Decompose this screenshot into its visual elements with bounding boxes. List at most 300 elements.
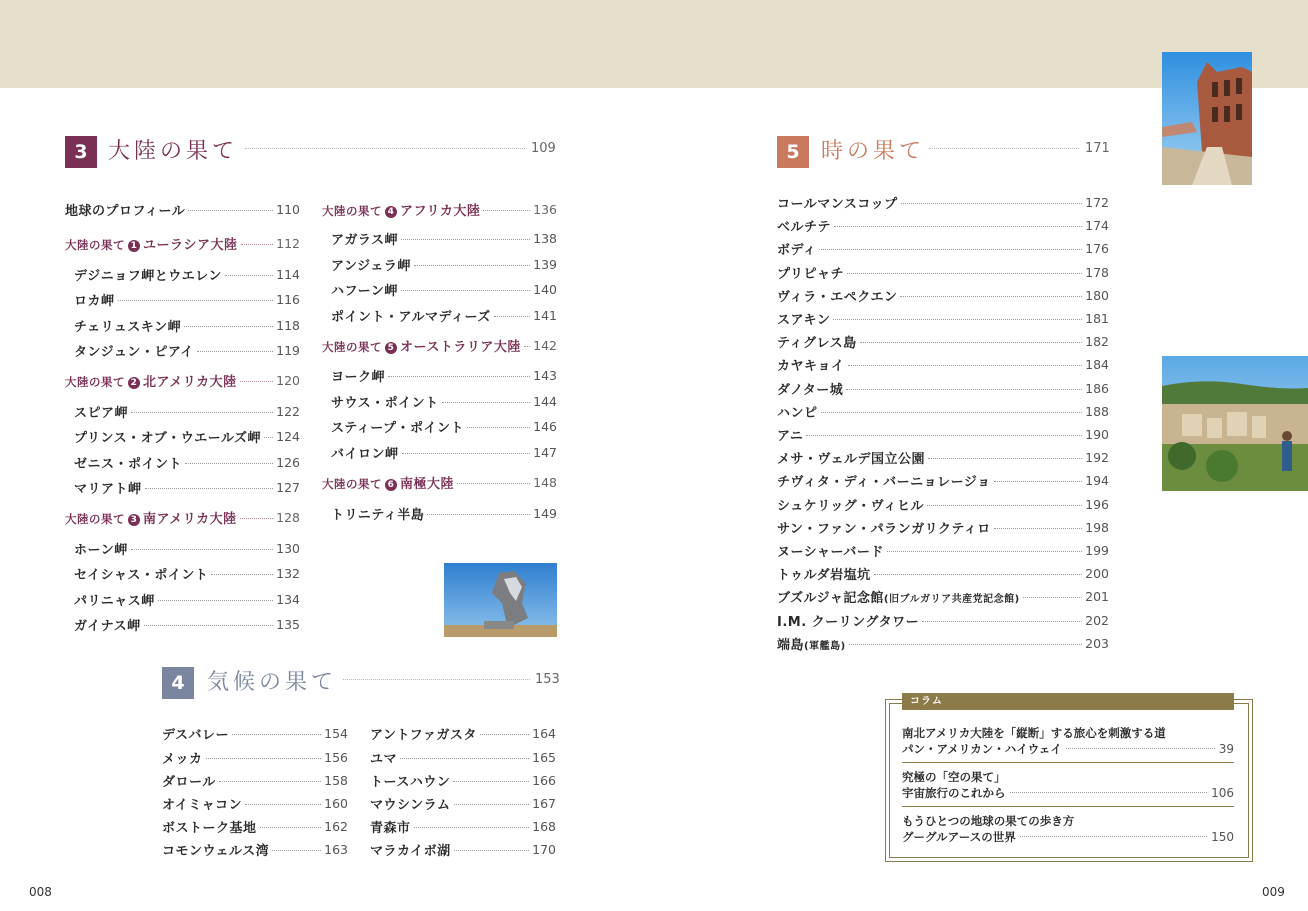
entry-page: 135 (276, 616, 300, 632)
leader-dots (225, 275, 273, 276)
entry-title: セイシャス・ポイント (74, 567, 209, 583)
leader-dots (188, 210, 273, 211)
subsection-number-badge: 4 (385, 206, 397, 218)
column-entry-1-line1: 南北アメリカ大陸を「縦断」する旅心を刺激する道 (902, 726, 1166, 740)
toc-entry-label (777, 587, 1020, 606)
column-entry-1[interactable] (902, 726, 1234, 756)
toc-entry-label (777, 634, 846, 653)
column-separator (902, 806, 1234, 807)
leader-dots (260, 827, 322, 828)
toc-entry-label (322, 200, 480, 219)
toc-entry-label (331, 255, 411, 274)
toc-entry[interactable] (74, 340, 300, 360)
section-5-page: 171 (1085, 141, 1110, 156)
subsection-prefix: 大陸の果て (65, 511, 125, 526)
subsection-prefix: 大陸の果て (65, 237, 125, 252)
column-entry-1-page: 39 (1218, 741, 1234, 756)
toc-entry[interactable] (65, 507, 300, 527)
toc-entry-label (777, 611, 919, 630)
toc-entry-label (74, 615, 141, 634)
toc-entry[interactable] (162, 839, 348, 859)
entry-page: 141 (533, 307, 557, 323)
toc-entry-label (777, 402, 818, 421)
entry-title: 地球のプロフィール (65, 203, 186, 219)
leader-dots (848, 365, 1083, 366)
toc-entry[interactable] (370, 839, 556, 859)
toc-entry[interactable] (162, 793, 348, 813)
section-4-page: 153 (535, 672, 560, 687)
entry-title: ブズルジャ記念館 (777, 590, 884, 606)
entry-page: 160 (324, 795, 348, 811)
entry-page: 170 (532, 841, 556, 857)
toc-entry-label (74, 564, 208, 583)
entry-title: メサ・ヴェルデ国立公園 (777, 451, 925, 467)
toc-entry-label (777, 518, 991, 537)
entry-page: 134 (276, 591, 300, 607)
section-4-leader (343, 679, 530, 680)
subsection-continent: 南アメリカ大陸 (143, 511, 237, 527)
leader-dots (144, 625, 274, 626)
entry-title: カヤキョイ (777, 358, 845, 374)
toc-entry-label (162, 724, 229, 743)
entry-page: 128 (276, 509, 300, 525)
toc-entry-label (331, 366, 385, 385)
toc-entry[interactable] (331, 279, 557, 299)
entry-title: バイロン岬 (331, 446, 399, 462)
subsection-number-badge: 5 (385, 342, 397, 354)
toc-entry[interactable] (74, 401, 300, 421)
toc-entry-label (74, 265, 222, 284)
toc-entry[interactable] (370, 723, 556, 743)
toc-entry[interactable] (74, 264, 300, 284)
entry-title: アントファガスタ (370, 727, 477, 743)
leader-dots (264, 437, 273, 438)
cliff-dwelling-photo (1162, 356, 1308, 491)
section-5-title: 時の果て (821, 139, 926, 164)
leader-dots (145, 488, 274, 489)
section-3-title: 大陸の果て (108, 139, 239, 164)
leader-dots (927, 505, 1082, 506)
toc-entry[interactable] (74, 614, 300, 634)
entry-page: 192 (1085, 449, 1109, 465)
toc-entry-label (777, 471, 991, 490)
entry-page: 188 (1085, 403, 1109, 419)
toc-entry-label (65, 200, 185, 219)
toc-entry-label (777, 193, 898, 212)
section-3-leader (245, 148, 525, 149)
toc-entry-label (74, 453, 182, 472)
section-3-page: 109 (531, 141, 556, 156)
entry-title: ハンピ (777, 405, 818, 421)
entry-page: 201 (1085, 588, 1109, 604)
leader-dots (900, 296, 1082, 297)
toc-entry[interactable] (331, 365, 557, 385)
toc-entry-label (777, 263, 844, 282)
leader-dots (197, 351, 273, 352)
toc-entry-label (777, 495, 924, 514)
entry-page: 118 (276, 317, 300, 333)
leader-dots (402, 453, 531, 454)
toc-entry[interactable] (777, 331, 1109, 351)
subsection-prefix: 大陸の果て (322, 339, 382, 354)
entry-page: 181 (1085, 310, 1109, 326)
toc-entry[interactable] (777, 424, 1109, 444)
entry-page: 172 (1085, 194, 1109, 210)
toc-entry-label (162, 771, 216, 790)
leader-dots (442, 402, 531, 403)
leader-dots (1066, 748, 1215, 749)
toc-entry[interactable] (162, 770, 348, 790)
column-entry-3-line1: もうひとつの地球の果ての歩き方 (902, 814, 1075, 828)
entry-title: パリニャス岬 (74, 593, 155, 609)
entry-title: 青森市 (370, 820, 411, 836)
ruins-photo (1162, 52, 1252, 185)
leader-dots (483, 210, 530, 211)
toc-entry-label (777, 332, 857, 351)
toc-entry[interactable] (370, 747, 556, 767)
leader-dots (994, 481, 1082, 482)
toc-entry[interactable] (331, 442, 557, 462)
toc-entry-label (162, 794, 242, 813)
entry-page: 168 (532, 818, 556, 834)
entry-title: 端島 (777, 637, 805, 653)
entry-title: マウシンラム (370, 797, 451, 813)
toc-entry-label (777, 379, 843, 398)
toc-entry[interactable] (74, 289, 300, 309)
toc-entry-label (322, 473, 454, 492)
toc-entry-label (74, 478, 142, 497)
entry-title: デスバレー (162, 727, 229, 743)
subsection-number-badge: 3 (128, 514, 140, 526)
toc-entry-label (74, 290, 115, 309)
subsection-prefix: 大陸の果て (322, 476, 382, 491)
toc-entry[interactable] (74, 563, 300, 583)
entry-title: スピア岬 (74, 405, 129, 421)
column-entry-2-page: 106 (1211, 785, 1234, 800)
entry-page: 176 (1085, 240, 1109, 256)
leader-dots (272, 850, 321, 851)
leader-dots (453, 781, 529, 782)
entry-title: プリンス・オブ・ウエールズ岬 (74, 430, 262, 446)
section-4-number: 4 (162, 667, 194, 699)
entry-page: 142 (533, 337, 557, 353)
subsection-continent: ユーラシア大陸 (143, 237, 238, 253)
entry-title: ユマ (370, 751, 398, 767)
entry-title: I.M. クーリングタワー (777, 614, 920, 630)
toc-entry[interactable] (777, 401, 1109, 421)
toc-entry[interactable] (777, 308, 1109, 328)
toc-entry[interactable] (74, 315, 300, 335)
entry-page: 114 (276, 266, 300, 282)
toc-entry-label (162, 748, 203, 767)
leader-dots (1010, 792, 1208, 793)
entry-title: マラカイボ湖 (370, 843, 451, 859)
toc-entry-label (74, 590, 155, 609)
entry-title: ガイナス岬 (74, 618, 141, 634)
entry-page: 198 (1085, 519, 1109, 535)
toc-entry-label (370, 724, 477, 743)
toc-entry[interactable] (777, 262, 1109, 282)
entry-page: 166 (532, 772, 556, 788)
leader-dots (240, 518, 274, 519)
column-entry-3[interactable] (902, 814, 1234, 844)
toc-entry[interactable] (777, 633, 1109, 653)
toc-entry[interactable] (331, 503, 557, 523)
toc-entry[interactable] (777, 354, 1109, 374)
entry-page: 130 (276, 540, 300, 556)
column-entry-3-line2: グーグルアースの世界 (902, 829, 1016, 844)
leader-dots (185, 463, 273, 464)
entry-page: 144 (533, 393, 557, 409)
entry-title: ボストーク基地 (162, 820, 257, 836)
toc-entry[interactable] (322, 472, 557, 492)
subsection-number-badge: 6 (385, 479, 397, 491)
subsection-prefix: 大陸の果て (322, 203, 382, 218)
toc-entry[interactable] (777, 238, 1109, 258)
toc-entry-label (370, 748, 397, 767)
entry-page: 167 (532, 795, 556, 811)
entry-title: スアキン (777, 312, 831, 328)
toc-entry[interactable] (65, 199, 300, 219)
entry-page: 162 (324, 818, 348, 834)
toc-entry-label (777, 425, 803, 444)
entry-title: オイミャコン (162, 797, 243, 813)
section-5-leader (929, 148, 1079, 149)
entry-page: 126 (276, 454, 300, 470)
entry-page: 146 (533, 418, 557, 434)
entry-title: ハフーン岬 (331, 283, 398, 299)
toc-entry[interactable] (162, 816, 348, 836)
toc-entry-label (777, 216, 831, 235)
toc-entry[interactable] (74, 477, 300, 497)
subsection-continent: 南極大陸 (400, 476, 455, 492)
toc-entry-label (162, 840, 269, 859)
leader-dots (480, 734, 529, 735)
entry-title: ボディ (777, 242, 817, 258)
toc-entry[interactable] (777, 540, 1109, 560)
toc-entry-label (65, 234, 238, 253)
leader-dots (846, 389, 1082, 390)
subsection-prefix: 大陸の果て (65, 374, 125, 389)
entry-page: 186 (1085, 380, 1109, 396)
entry-title: コールマンスコップ (777, 196, 898, 212)
toc-entry[interactable] (162, 723, 348, 743)
toc-entry[interactable] (777, 586, 1109, 606)
leader-dots (860, 342, 1083, 343)
toc-entry[interactable] (777, 285, 1109, 305)
leader-dots (158, 600, 273, 601)
leader-dots (928, 458, 1082, 459)
leader-dots (806, 435, 1082, 436)
toc-entry[interactable] (322, 335, 557, 355)
entry-title: デジニョフ岬とウエレン (74, 268, 222, 284)
section-4-title: 気候の果て (207, 670, 338, 695)
entry-page: 148 (533, 474, 557, 490)
leader-dots (414, 827, 530, 828)
entry-page: 174 (1085, 217, 1109, 233)
toc-entry[interactable] (65, 233, 300, 253)
leader-dots (1023, 597, 1082, 598)
entry-title: ヨーク岬 (331, 369, 386, 385)
leader-dots (414, 265, 530, 266)
entry-page: 202 (1085, 612, 1109, 628)
entry-page: 132 (276, 565, 300, 581)
hand-sculpture-photo (444, 563, 557, 637)
left-page-number: 008 (29, 885, 52, 899)
leader-dots (819, 249, 1082, 250)
entry-title: アニ (777, 428, 804, 444)
toc-entry-label (777, 286, 897, 305)
entry-title: ティグレス島 (777, 335, 857, 351)
entry-title: サウス・ポイント (331, 395, 439, 411)
leader-dots (922, 621, 1082, 622)
leader-dots (467, 427, 530, 428)
entry-title: サン・ファン・パランガリクティロ (777, 521, 991, 537)
entry-title: スティープ・ポイント (331, 420, 465, 436)
subsection-continent: 北アメリカ大陸 (143, 374, 237, 390)
toc-entry-label (162, 817, 257, 836)
leader-dots (457, 483, 530, 484)
subsection-number-badge: 1 (128, 240, 140, 252)
toc-entry[interactable] (777, 447, 1109, 467)
entry-page: 163 (324, 841, 348, 857)
entry-title: アンジェラ岬 (331, 258, 411, 274)
leader-dots (454, 804, 530, 805)
leader-dots (821, 412, 1083, 413)
section-5-number: 5 (777, 136, 809, 168)
column-entry-2-line2: 宇宙旅行のこれから (902, 785, 1006, 800)
toc-entry-label (74, 316, 181, 335)
toc-entry[interactable] (331, 228, 557, 248)
entry-note: (旧ブルガリア共産党記念館) (883, 593, 1020, 605)
entry-page: 156 (324, 749, 348, 765)
entry-page: 139 (533, 256, 557, 272)
toc-entry[interactable] (331, 305, 557, 325)
leader-dots (206, 758, 322, 759)
toc-entry[interactable] (777, 494, 1109, 514)
toc-entry[interactable] (777, 563, 1109, 583)
entry-page: 112 (276, 235, 300, 251)
leader-dots (401, 290, 530, 291)
entry-title: マリアト岬 (74, 481, 142, 497)
entry-page: 164 (532, 725, 556, 741)
entry-page: 138 (533, 230, 557, 246)
entry-note: (軍艦島) (804, 640, 846, 652)
toc-entry-label (370, 771, 450, 790)
leader-dots (388, 376, 530, 377)
entry-page: 182 (1085, 333, 1109, 349)
toc-entry[interactable] (370, 816, 556, 836)
top-band (0, 0, 1308, 88)
toc-entry[interactable] (777, 610, 1109, 630)
entry-page: 158 (324, 772, 348, 788)
column-entry-2-line1: 究極の「空の果て」 (902, 770, 1006, 784)
leader-dots (184, 326, 273, 327)
toc-entry[interactable] (74, 452, 300, 472)
entry-page: 190 (1085, 426, 1109, 442)
toc-entry[interactable] (331, 391, 557, 411)
toc-entry[interactable] (331, 254, 557, 274)
column-entry-2[interactable] (902, 770, 1234, 800)
section-3-number: 3 (65, 136, 97, 168)
column-entry-3-page: 150 (1211, 829, 1234, 844)
leader-dots (524, 346, 530, 347)
leader-dots (847, 273, 1082, 274)
leader-dots (887, 551, 1082, 552)
toc-entry-label (331, 392, 439, 411)
toc-entry[interactable] (370, 770, 556, 790)
entry-title: ベルチテ (777, 219, 832, 235)
leader-dots (833, 319, 1082, 320)
toc-entry[interactable] (74, 589, 300, 609)
toc-entry[interactable] (370, 793, 556, 813)
entry-title: コモンウェルス湾 (162, 843, 270, 859)
toc-entry-label (777, 309, 830, 328)
entry-page: 143 (533, 367, 557, 383)
entry-page: 140 (533, 281, 557, 297)
entry-title: シュケリッグ・ヴィヒル (777, 498, 924, 514)
entry-page: 165 (532, 749, 556, 765)
toc-entry[interactable] (777, 378, 1109, 398)
toc-entry[interactable] (74, 426, 300, 446)
toc-entry[interactable] (74, 538, 300, 558)
leader-dots (245, 804, 321, 805)
leader-dots (211, 574, 273, 575)
leader-dots (240, 381, 274, 382)
entry-title: トゥルダ岩塩坑 (777, 567, 871, 583)
leader-dots (131, 412, 273, 413)
entry-page: 116 (276, 291, 300, 307)
entry-title: ゼニス・ポイント (74, 456, 183, 472)
toc-entry[interactable] (777, 470, 1109, 490)
entry-title: ポイント・アルマディーズ (331, 309, 491, 325)
leader-dots (427, 514, 530, 515)
toc-entry[interactable] (331, 416, 557, 436)
entry-page: 120 (276, 372, 300, 388)
toc-entry-label (74, 341, 194, 360)
toc-entry-label (777, 564, 871, 583)
right-page-number: 009 (1262, 885, 1285, 899)
entry-page: 122 (276, 403, 300, 419)
toc-entry-label (74, 539, 128, 558)
entry-title: プリピャチ (777, 266, 844, 282)
toc-entry-label (777, 355, 845, 374)
column-heading: コラム (902, 693, 1234, 710)
toc-entry-label (74, 402, 128, 421)
entry-page: 136 (533, 201, 557, 217)
leader-dots (494, 316, 530, 317)
toc-entry[interactable] (65, 370, 300, 390)
entry-title: チェリュスキン岬 (74, 319, 182, 335)
column-separator (902, 762, 1234, 763)
toc-entry-label (322, 336, 521, 355)
leader-dots (874, 574, 1082, 575)
leader-dots (834, 226, 1082, 227)
entry-title: ヴィラ・エペクエン (777, 289, 898, 305)
entry-title: ロカ岬 (74, 293, 115, 309)
toc-entry[interactable] (777, 517, 1109, 537)
entry-page: 180 (1085, 287, 1109, 303)
entry-page: 178 (1085, 264, 1109, 280)
entry-page: 200 (1085, 565, 1109, 581)
toc-entry[interactable] (777, 192, 1109, 212)
toc-entry[interactable] (162, 747, 348, 767)
toc-entry[interactable] (322, 199, 557, 219)
toc-entry[interactable] (777, 215, 1109, 235)
entry-page: 199 (1085, 542, 1109, 558)
entry-title: アガラス岬 (331, 232, 398, 248)
subsection-continent: オーストラリア大陸 (400, 339, 521, 355)
